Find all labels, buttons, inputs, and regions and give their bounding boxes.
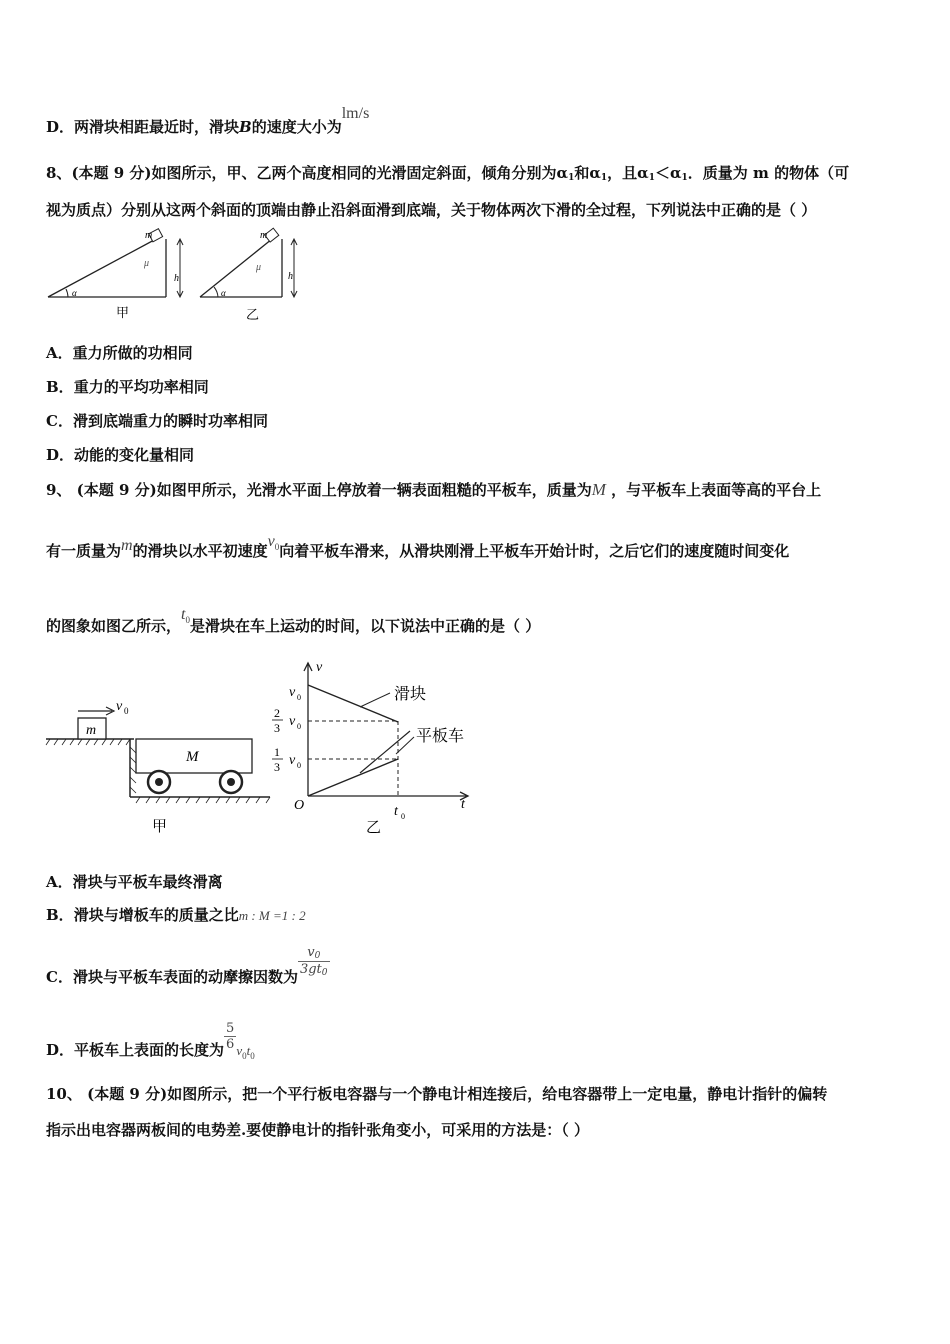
option-label: D．: [46, 118, 75, 136]
svg-text:μ: μ: [144, 258, 150, 269]
speed-value: lm/s: [341, 105, 370, 122]
svg-text:M: M: [186, 749, 199, 765]
q9-option-a[interactable]: A．滑块与平板车最终滑离: [46, 873, 223, 891]
tick-1-3-den: 3: [274, 760, 280, 774]
svg-text:v: v: [316, 660, 323, 675]
svg-text:v: v: [116, 699, 123, 714]
q9-line2: 有一质量为m的滑块以水平初速度$v^0$向着平板车滑来，从滑块刚滑上平板车开始计时，之后它们的速度随时间变化: [46, 533, 790, 560]
cart-extension-line: [360, 731, 410, 773]
tick-1-3-num: 1: [274, 745, 280, 759]
q9-figure: [44, 655, 484, 840]
svg-text:m: m: [145, 230, 153, 241]
q8-option-c[interactable]: C．滑到底端重力的瞬时功率相同: [46, 412, 268, 430]
q9-line1: 9、 (本题 9 分)如图甲所示，光滑水平面上停放着一辆表面粗糙的平板车，质量为M ，与平板车上表面等高的平台上: [46, 480, 822, 499]
svg-text:m: m: [260, 230, 268, 241]
prev-option-d: D．两滑块相距最近时，滑块B的速度大小为lm/s: [46, 105, 370, 136]
q8-option-a[interactable]: A．重力所做的功相同: [46, 344, 193, 362]
svg-text:0: 0: [297, 722, 301, 731]
svg-text:m: m: [86, 723, 97, 738]
series-line-slider: [308, 685, 398, 722]
svg-text:t: t: [461, 797, 465, 812]
q9-option-b[interactable]: B．滑块与增板车的质量之比m : M =1 : 2: [46, 906, 306, 924]
label-jia: 甲: [152, 819, 168, 835]
figure-jia: [46, 699, 270, 835]
q9-line3: 的图象如图乙所示，$t^0$是滑块在车上运动的时间，以下说法中正确的是（ ）: [46, 606, 541, 635]
tick-2-3-den: 3: [274, 721, 280, 735]
incline-b: [200, 228, 297, 322]
svg-text:O: O: [294, 798, 305, 813]
q10-line1: 10、 (本题 9 分)如图所示，把一个平行板电容器与一个静电计相连接后，给电容器带上一定电量，静电计指针的偏转: [46, 1085, 828, 1103]
q10-line2: 指示出电容器两板间的电势差.要使静电计的指针张角变小，可采用的方法是：（ ）: [46, 1121, 589, 1139]
q8-line1: 8、(本题 9 分)如图所示，甲、乙两个高度相同的光滑固定斜面，倾角分别为$\alpha_1$和$\alpha_1$，且$\alpha_1<\alpha_1$．质量为 m 的物体（可: [46, 164, 850, 183]
q8-option-d[interactable]: D．动能的变化量相同: [46, 446, 195, 464]
svg-text:α: α: [221, 288, 226, 298]
svg-text:h: h: [174, 273, 179, 284]
svg-text:μ: μ: [256, 262, 262, 273]
svg-text:h: h: [288, 271, 293, 282]
q8-score: (本题 9 分): [71, 164, 152, 182]
length-fraction: $\frac{5}{6}$: [226, 1021, 235, 1052]
series-line-cart: [308, 759, 398, 796]
vt-graph: [272, 660, 468, 836]
svg-text:0: 0: [401, 812, 405, 821]
q8-option-b[interactable]: B．重力的平均功率相同: [46, 378, 209, 396]
friction-fraction: $\frac{v_0}{3gt_0}$: [299, 945, 328, 978]
q9-score: (本题 9 分): [76, 481, 157, 499]
tick-2-3-num: 2: [274, 706, 280, 720]
legend-slider: 滑块: [394, 686, 427, 703]
tick-t0: t: [394, 804, 398, 819]
incline-a: [48, 229, 183, 320]
label-yi: 乙: [366, 820, 382, 836]
q8-line2: 视为质点）分别从这两个斜面的顶端由静止沿斜面滑到底端，关于物体两次下滑的全过程，下列说法中正确的是（ ）: [46, 201, 817, 219]
legend-cart: 平板车: [416, 728, 465, 745]
label-jia: 甲: [116, 305, 130, 320]
svg-text:0: 0: [297, 761, 301, 770]
label-yi: 乙: [246, 307, 260, 322]
svg-text:α: α: [72, 288, 77, 298]
svg-text:0: 0: [297, 693, 301, 702]
svg-text:v: v: [289, 714, 296, 729]
q9-option-c[interactable]: C．滑块与平板车表面的动摩擦因数为 $\frac{v_0}{3gt_0}$: [46, 945, 328, 986]
q8-figure-inclines: [44, 225, 314, 325]
tick-v0: v: [289, 685, 296, 700]
q10-score: (本题 9 分): [87, 1085, 168, 1103]
svg-text:0: 0: [124, 706, 129, 716]
svg-text:v: v: [289, 753, 296, 768]
q9-option-d[interactable]: D．平板车上表面的长度为 $\frac{5}{6}$ $v_0t_0$: [46, 1021, 255, 1061]
